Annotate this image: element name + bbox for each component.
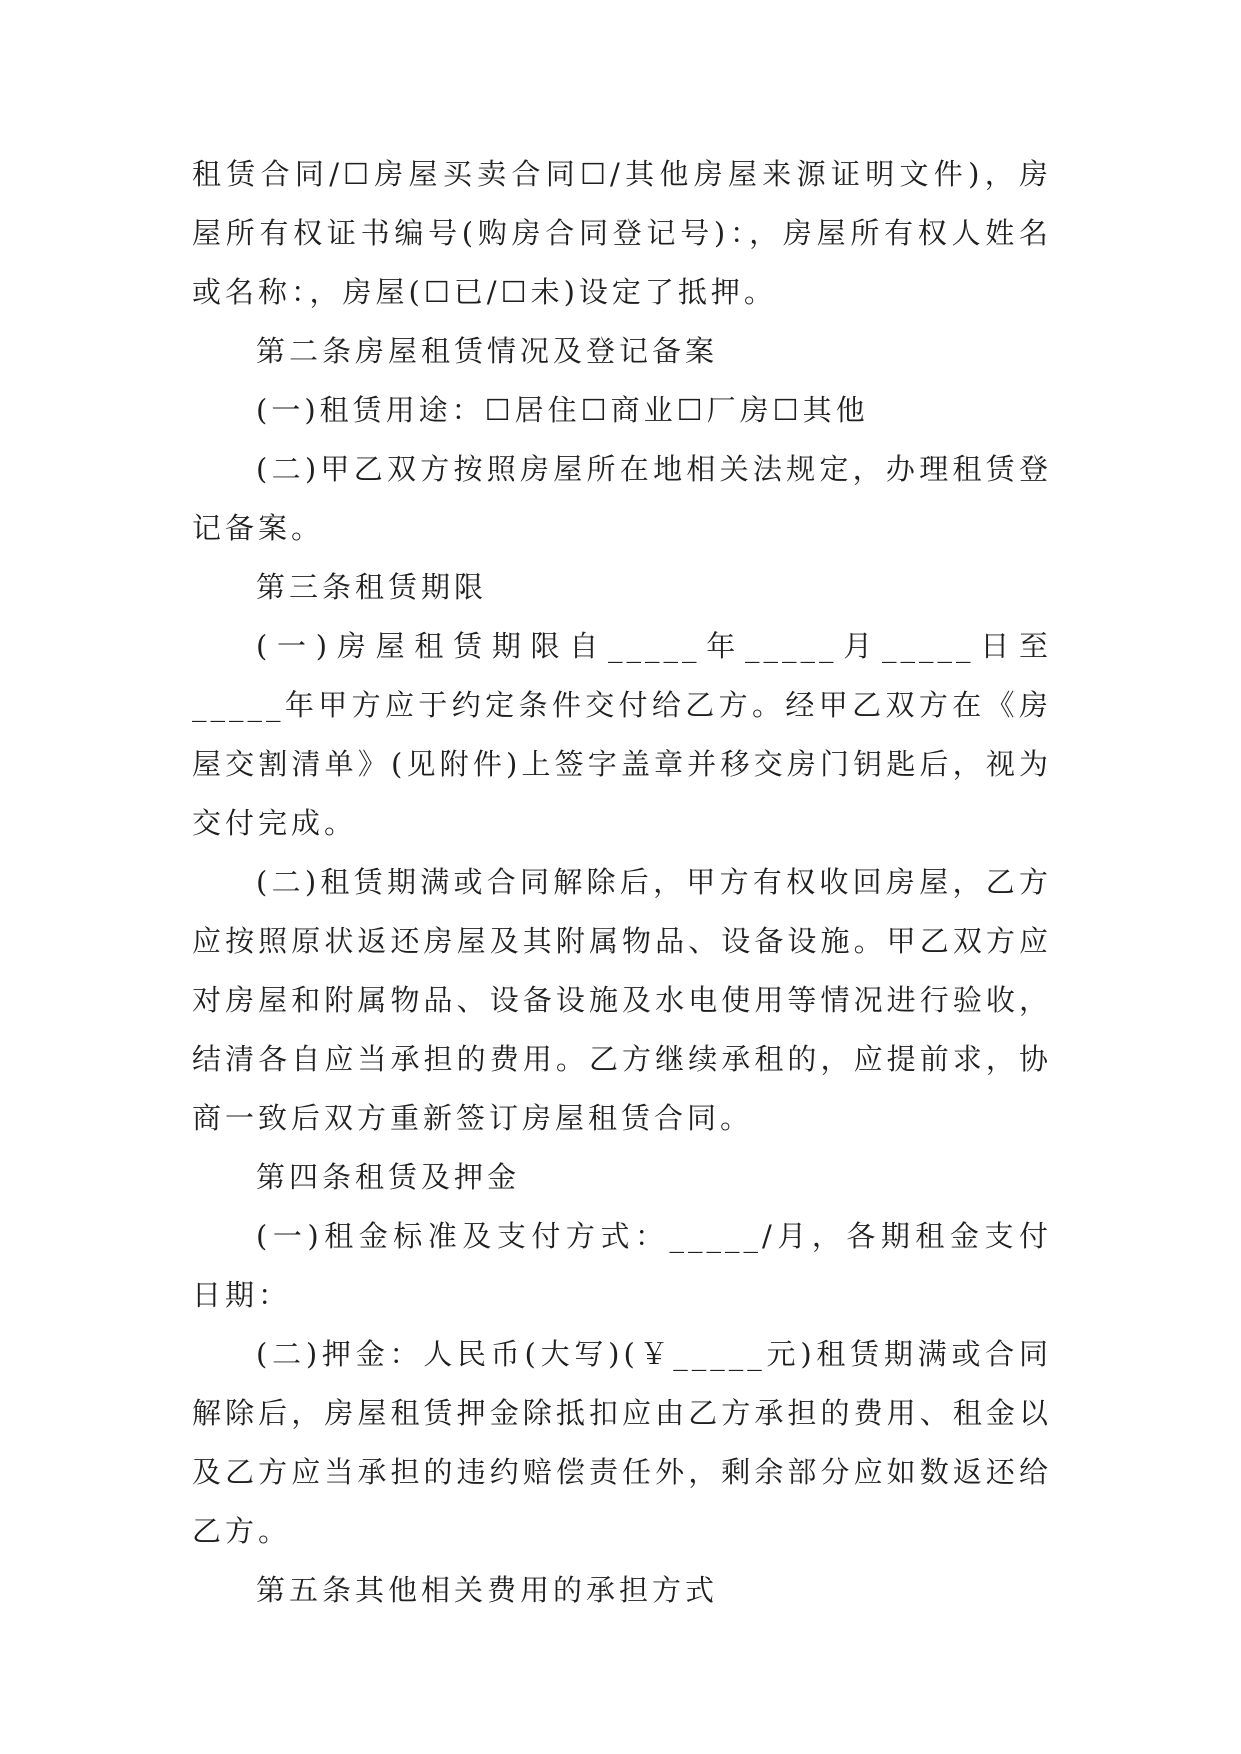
document-page	[192, 145, 1052, 1620]
article-heading: 第三条租赁期限	[256, 570, 488, 604]
contract-paragraph: 租赁合同/☐房屋买卖合同☐/其他房屋来源证明文件)，房屋所有权证书编号(购房合同登记号)：，房屋所有权人姓名或名称：，房屋(☐已/☐未)设定了抵押。	[192, 157, 1052, 309]
contract-paragraph: (一)租金标准及支付方式：_____/月，各期租金支付日期：	[192, 1219, 1052, 1312]
contract-paragraph: (二)租赁期满或合同解除后，甲方有权收回房屋，乙方应按照原状返还房屋及其附属物品、设备设施。甲乙双方应对房屋和附属物品、设备设施及水电使用等情况进行验收，结清各自应当承担的费用。乙方继续承租的，应提前求，协商一致后双方重新签订房屋租赁合同。	[192, 865, 1052, 1135]
article-heading: 第五条其他相关费用的承担方式	[256, 1573, 719, 1607]
article-heading: 第四条租赁及押金	[256, 1160, 521, 1194]
contract-paragraph: (二)押金：人民币(大写)(￥_____元)租赁期满或合同解除后，房屋租赁押金除抵扣应由乙方承担的费用、租金以及乙方应当承担的违约赔偿责任外，剩余部分应如数返还给乙方。	[192, 1337, 1052, 1548]
contract-paragraph: (二)甲乙双方按照房屋所在地相关法规定，办理租赁登记备案。	[192, 452, 1052, 545]
article-heading: 第二条房屋租赁情况及登记备案	[256, 334, 719, 368]
contract-paragraph: (一)租赁用途：☐居住☐商业☐厂房☐其他	[256, 393, 869, 427]
contract-paragraph: (一)房屋租赁期限自_____年_____月_____日至_____年甲方应于约定条件交付给乙方。经甲乙双方在《房屋交割清单》(见附件)上签字盖章并移交房门钥匙后，视为交付完成。	[192, 629, 1052, 840]
